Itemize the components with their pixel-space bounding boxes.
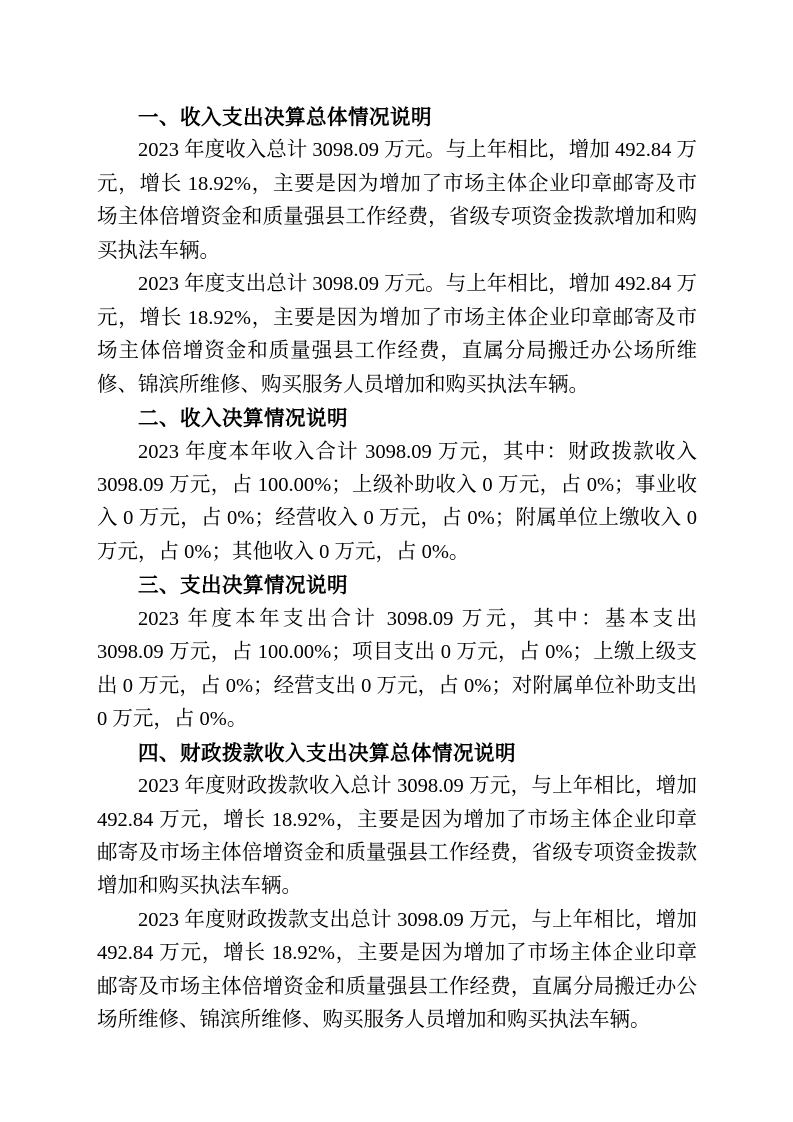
document-body bbox=[97, 101, 697, 1038]
document-section bbox=[97, 569, 697, 736]
document-section bbox=[97, 101, 697, 402]
document-section bbox=[97, 737, 697, 1038]
section-paragraph: 2023 年度财政拨款收入总计 3098.09 万元，与上年相比，增加 492.84 万元，增长 18.92%，主要是因为增加了市场主体企业印章邮寄及市场主体倍增资金和质量强县工作经费，省级专项资金拨款增加和购买执法车辆。 bbox=[97, 775, 697, 898]
section-paragraph: 2023 年度本年收入合计 3098.09 万元，其中：财政拨款收入 3098.09 万元，占 100.00%；上级补助收入 0 万元，占 0%；事业收入 0 万元，占 0%；经营收入 0 万元，占 0%；附属单位上缴收入 0 万元，占 0%；其他收入 0 万元，占 0%。 bbox=[97, 440, 697, 563]
section-heading: 三、支出决算情况说明 bbox=[138, 574, 348, 598]
section-heading: 二、收入决算情况说明 bbox=[138, 407, 348, 431]
section-paragraph: 2023 年度本年支出合计 3098.09 万元，其中：基本支出 3098.09 万元，占 100.00%；项目支出 0 万元，占 0%；上缴上级支出 0 万元，占 0%；经营支出 0 万元，占 0%；对附属单位补助支出 0 万元，占 0%。 bbox=[97, 607, 697, 731]
section-paragraph: 2023 年度收入总计 3098.09 万元。与上年相比，增加 492.84 万元，增长 18.92%，主要是因为增加了市场主体企业印章邮寄及市场主体倍增资金和质量强县工作经费，省级专项资金拨款增加和购买执法车辆。 bbox=[97, 139, 697, 262]
document-section bbox=[97, 402, 697, 569]
section-heading: 一、收入支出决算总体情况说明 bbox=[138, 106, 432, 129]
section-paragraph: 2023 年度财政拨款支出总计 3098.09 万元，与上年相比，增加 492.84 万元，增长 18.92%，主要是因为增加了市场主体企业印章邮寄及市场主体倍增资金和质量强县工作经费，直属分局搬迁办公场所维修、锦滨所维修、购买服务人员增加和购买执法车辆。 bbox=[97, 908, 697, 1032]
section-heading: 四、财政拨款收入支出决算总体情况说明 bbox=[138, 741, 516, 765]
section-paragraph: 2023 年度支出总计 3098.09 万元。与上年相比，增加 492.84 万元，增长 18.92%，主要是因为增加了市场主体企业印章邮寄及市场主体倍增资金和质量强县工作经费，直属分局搬迁办公场所维修、锦滨所维修、购买服务人员增加和购买执法车辆。 bbox=[97, 273, 697, 396]
